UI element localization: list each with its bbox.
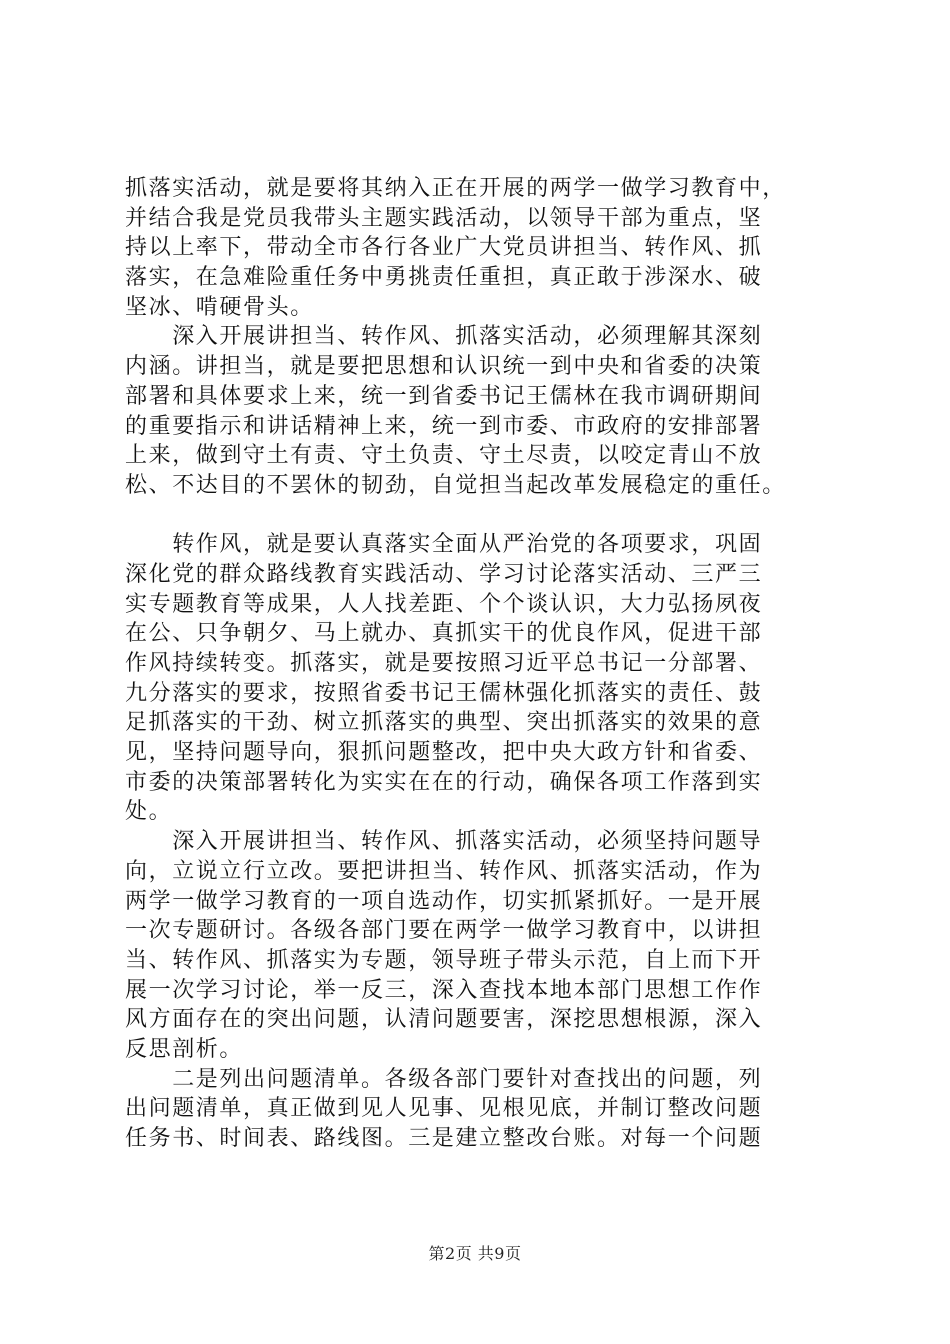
text-line: 两学一做学习教育的一项自选动作，切实抓紧抓好。一是开展 bbox=[125, 888, 763, 914]
text-line: 市委的决策部署转化为实实在在的行动，确保各项工作落到实 bbox=[125, 769, 763, 795]
body-text bbox=[125, 174, 839, 1154]
text-line: 深化党的群众路线教育实践活动、学习讨论落实活动、三严三 bbox=[125, 561, 763, 587]
text-line: 持以上率下，带动全市各行各业广大党员讲担当、转作风、抓 bbox=[125, 235, 763, 261]
text-line: 坚冰、啃硬骨头。 bbox=[125, 294, 314, 320]
text-line: 并结合我是党员我带头主题实践活动，以领导干部为重点，坚 bbox=[125, 205, 763, 231]
text-line: 处。 bbox=[125, 799, 173, 825]
text-line: 深入开展讲担当、转作风、抓落实活动，必须坚持问题导 bbox=[125, 829, 763, 855]
text-line: 反思剖析。 bbox=[125, 1036, 244, 1062]
text-line: 上来，做到守土有责、守土负责、守土尽责，以咬定青山不放 bbox=[125, 443, 763, 469]
text-line: 展一次学习讨论，举一反三，深入查找本地本部门思想工作作 bbox=[125, 977, 763, 1003]
text-line: 部署和具体要求上来，统一到省委书记王儒林在我市调研期间 bbox=[125, 383, 763, 409]
text-line: 作风持续转变。抓落实，就是要按照习近平总书记一分部署、 bbox=[125, 651, 763, 676]
text-line: 落实，在急难险重任务中勇挑责任重担，真正敢于涉深水、破 bbox=[125, 265, 763, 291]
text-line: 向，立说立行立改。要把讲担当、转作风、抓落实活动，作为 bbox=[125, 858, 763, 884]
text-line: 当、转作风、抓落实为专题，领导班子带头示范，自上而下开 bbox=[125, 947, 763, 973]
text-line: 出问题清单，真正做到见人见事、见根见底，并制订整改问题 bbox=[125, 1096, 763, 1122]
text-line: 抓落实活动，就是要将其纳入正在开展的两学一做学习教育中， bbox=[125, 176, 786, 201]
blank-line bbox=[125, 501, 839, 531]
text-line: 任务书、时间表、路线图。三是建立整改台账。对每一个问题 bbox=[125, 1126, 763, 1151]
text-line: 在公、只争朝夕、马上就办、真抓实干的优良作风，促进干部 bbox=[125, 621, 763, 647]
text-line: 内涵。讲担当，就是要把思想和认识统一到中央和省委的决策 bbox=[125, 354, 763, 380]
text-line: 九分落实的要求，按照省委书记王儒林强化抓落实的责任、鼓 bbox=[125, 680, 763, 706]
text-line: 足抓落实的干劲、树立抓落实的典型、突出抓落实的效果的意 bbox=[125, 710, 763, 736]
text-line: 深入开展讲担当、转作风、抓落实活动，必须理解其深刻 bbox=[125, 324, 763, 350]
text-line: 一次专题研讨。各级各部门要在两学一做学习教育中，以讲担 bbox=[125, 918, 763, 944]
page-number-footer: 第2页 共9页 bbox=[428, 1244, 522, 1263]
text-line: 实专题教育等成果，人人找差距、个个谈认识，大力弘扬夙夜 bbox=[125, 591, 763, 617]
text-line: 见，坚持问题导向，狠抓问题整改，把中央大政方针和省委、 bbox=[125, 740, 763, 766]
text-line: 松、不达目的不罢休的韧劲，自觉担当起改革发展稳定的重任。 bbox=[125, 472, 786, 498]
text-line: 二是列出问题清单。各级各部门要针对查找出的问题，列 bbox=[125, 1066, 763, 1092]
text-line: 风方面存在的突出问题，认清问题要害，深挖思想根源，深入 bbox=[125, 1007, 763, 1033]
text-line: 转作风，就是要认真落实全面从严治党的各项要求，巩固 bbox=[125, 532, 763, 558]
text-line: 的重要指示和讲话精神上来，统一到市委、市政府的安排部署 bbox=[125, 413, 763, 439]
